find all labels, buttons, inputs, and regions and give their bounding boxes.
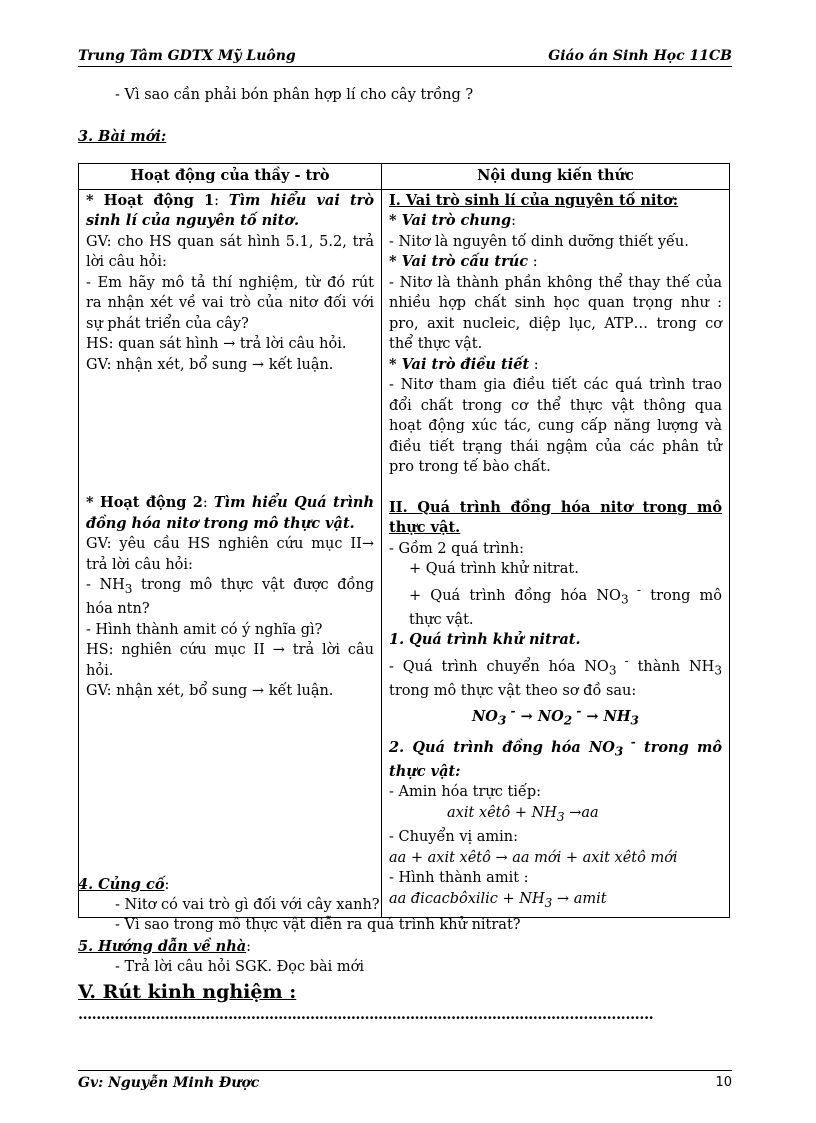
hd1-line: HS: quan sát hình → trả lời câu hỏi. [86, 336, 347, 352]
hd1-line: GV: nhận xét, bổ sung → kết luận. [86, 356, 334, 373]
teacher-student-activities [79, 189, 382, 918]
intro-question: - Vì sao cần phải bón phân hợp lí cho cây trồng ? [115, 87, 474, 103]
section5-item: - Trả lời câu hỏi SGK. Đọc bài mới [115, 959, 365, 975]
lesson-table [78, 163, 730, 918]
common-role-text: - Nitơ là nguyên tố dinh dưỡng thiết yếu. [389, 233, 689, 250]
hd1-heading: * Hoạt động 1: Tìm hiểu vai trò sinh lí của nguyên tố nitơ. [86, 191, 374, 229]
direct-amination-formula: axit xêtô + $NH_3 \to aa$ [447, 804, 599, 824]
section5-title: 5. Hướng dẫn về nhà: [78, 938, 252, 955]
process-item: + Quá trình đồng hóa $NO_3$ - trong mô thực vật. [409, 582, 722, 628]
transamination-title: - Chuyển vị amin: [389, 829, 519, 846]
structural-role-text: - Nitơ là thành phần không thể thay thế của nhiều hợp chất sinh học quan trọng như : pro, axit nucleic, diệp lục, ATP… trong cơ thể thực vật. [389, 274, 722, 352]
section4-item: - Vì sao trong mô thực vật diễn ra quá trình khử nitrat? [115, 917, 521, 933]
page-footer [78, 1070, 732, 1091]
amide-formation-title: - Hình thành amit : [389, 870, 529, 887]
hd1-line: - Em hãy mô tả thí nghiệm, từ đó rút ra nhận xét về vai trò của nitơ đối với sự phát triển của cây? [86, 274, 374, 332]
structural-role-title: * Vai trò cấu trúc : [389, 253, 538, 270]
nitrate-reduction-text: - Quá trình chuyển hóa $NO_3$ - thành $NH_3$ trong mô thực vật theo sơ đồ sau: [389, 653, 722, 699]
hd2-line: HS: nghiên cứu mục II → trả lời câu hỏi. [86, 642, 374, 679]
assimilation-title: 2. Quá trình đồng hóa $NO_3$ - trong mô thực vật: [389, 734, 722, 780]
table-header-row [79, 164, 730, 190]
regulatory-role-text: - Nitơ tham gia điều tiết các quá trình trao đổi chất trong cơ thể thực vật thông qua hoạt động xúc tác, cung cấp năng lượng và điều tiết trạng thái ngậm của các phân tử pro trong tế bào chất. [389, 377, 722, 475]
amide-formation-formula: aa đicacbôxilic + $NH_3$ → amit [389, 890, 607, 910]
col2-header: Nội dung kiến thức [382, 164, 730, 190]
col1-header: Hoạt động của thầy - trò [79, 164, 382, 190]
transamination-formula: aa + axit xêtô → aa mới + axit xêtô mới [389, 849, 678, 866]
process-item: + Quá trình khử nitrat. [409, 561, 579, 577]
hd1-line: GV: cho HS quan sát hình 5.1, 5.2, trả lời câu hỏi: [86, 233, 374, 270]
reduction-scheme: $NO_3$ $^- \to NO_2$ $^- \to NH_3$ [472, 704, 639, 729]
direct-amination-title: - Amin hóa trực tiếp: [389, 784, 542, 801]
nitrate-reduction-title: 1. Quá trình khử nitrat. [389, 631, 581, 649]
hd2-heading: * Hoạt động 2: Tìm hiểu Quá trình đồng hóa nitơ trong mô thực vật. [86, 494, 374, 532]
section4-item: - Nitơ có vai trò gì đối với cây xanh? [115, 897, 380, 913]
common-role-title: * Vai trò chung: [389, 212, 517, 229]
hd2-line: GV: nhận xét, bổ sung → kết luận. [86, 683, 334, 700]
hd2-line: GV: yêu cầu HS nghiên cứu mục II→ trả lời câu hỏi: [86, 536, 374, 573]
header-school: Trung Tâm GDTX Mỹ Luông [78, 48, 296, 64]
section-i-title: I. Vai trò sinh lí của nguyên tố nitơ: [389, 191, 679, 209]
regulatory-role-title: * Vai trò điều tiết : [389, 355, 539, 373]
table-body-row [79, 189, 730, 918]
hd2-line: - $NH_3$ trong mô thực vật được đồng hóa ntn? [86, 577, 374, 618]
dotted-line: ...........................................................................................................………………. [78, 1006, 654, 1023]
footer-teacher: Gv: Nguyễn Minh Được [78, 1075, 260, 1091]
section-ii-title: II. Quá trình đồng hóa nitơ trong mô thực vật. [389, 498, 722, 536]
section-ii-intro: - Gồm 2 quá trình: [389, 540, 524, 557]
section3-title: 3. Bài mới: [78, 128, 167, 145]
page-number: 10 [715, 1075, 732, 1090]
hd2-line: - Hình thành amit có ý nghĩa gì? [86, 621, 323, 638]
page-header [78, 46, 732, 67]
knowledge-content [382, 189, 730, 918]
experience-title: V. Rút kinh nghiệm : [78, 981, 297, 1003]
section4-title: 4. Củng cố: [78, 876, 170, 893]
header-course: Giáo án Sinh Học 11CB [548, 48, 732, 64]
